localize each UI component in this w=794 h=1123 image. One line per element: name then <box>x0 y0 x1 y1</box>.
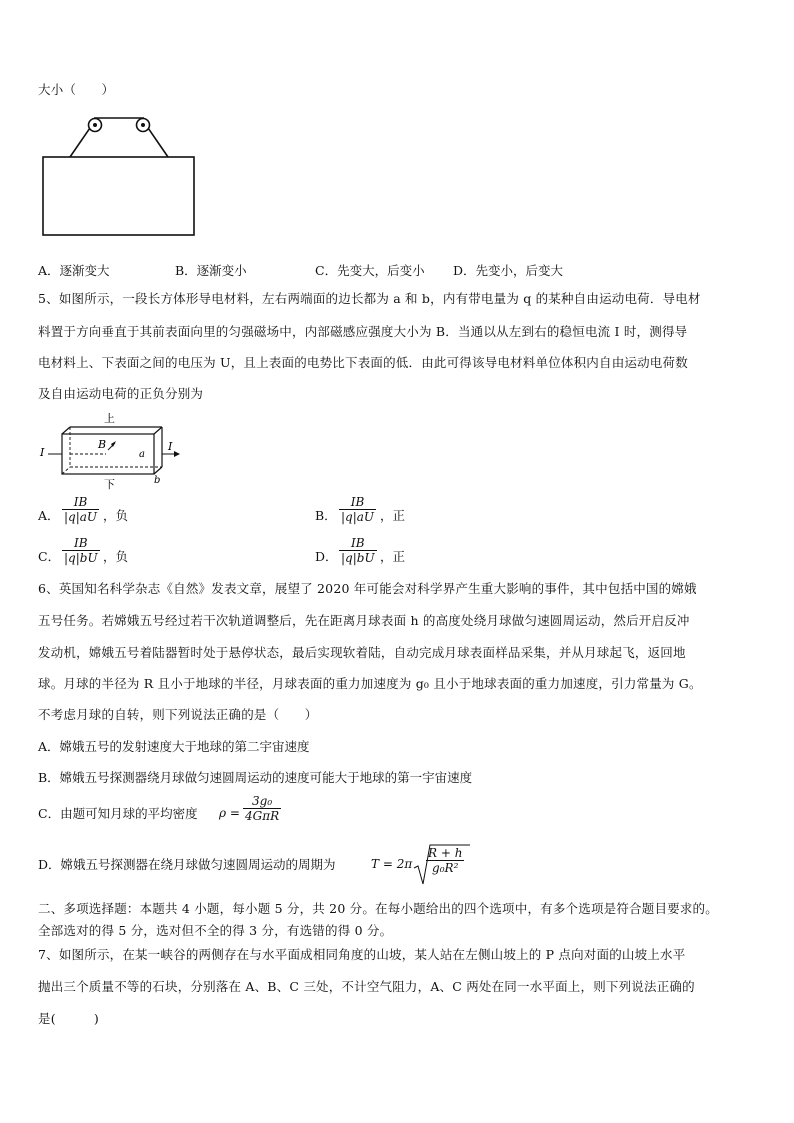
q6-option-d-den: g₀R² <box>426 860 464 875</box>
q5-fig-label-i-left: I <box>40 446 45 459</box>
q5-fig-label-b: b <box>154 475 161 486</box>
q5-option-c-num: IB <box>74 536 88 550</box>
q6-stem-line-1: 6、英国知名科学杂志《自然》发表文章，展望了 2020 年可能会对科学界产生重大影响的事件，其中包括中国的嫦娥 <box>38 581 697 596</box>
q7-stem-line-1: 7、如图所示，在某一峡谷的两侧存在与水平面成相同角度的山坡，某人站在左侧山坡上的 P 点向对面的山坡上水平 <box>38 947 686 962</box>
q5-stem-line-1: 5、如图所示，一段长方体形导电材料，左右两端面的边长都为 a 和 b，内有带电量为 q 的某种自由运动电荷．导电材 <box>38 291 701 306</box>
q5-option-a-fraction <box>62 495 99 524</box>
q5-fig-label-bottom: 下 <box>104 478 115 490</box>
q6-option-d-num: R + h <box>428 846 463 860</box>
q5-option-d-letter: D． <box>315 549 338 564</box>
q5-option-b-letter: B． <box>315 508 337 523</box>
q5-option-d-num: IB <box>351 536 365 550</box>
q5-option-a-num: IB <box>73 495 88 509</box>
q5-fig-label-a: a <box>139 449 145 460</box>
q5-option-a-letter: A． <box>38 508 60 523</box>
q6-option-c-fraction <box>243 794 281 823</box>
q6-option-d-text: D．嫦娥五号探测器在绕月球做匀速圆周运动的周期为 <box>38 857 336 872</box>
q5-fig-label-top: 上 <box>104 412 115 425</box>
q6-option-c-formula-lhs: ρ = <box>219 806 240 820</box>
q6-option-a: A．嫦娥五号的发射速度大于地球的第二宇宙速度 <box>38 739 310 754</box>
q6-stem-line-2: 五号任务。若嫦娥五号经过若干次轨道调整后，先在距离月球表面 h 的高度处绕月球做匀速圆周运动，然后开启反冲 <box>38 613 690 628</box>
q6-option-b: B．嫦娥五号探测器绕月球做匀速圆周运动的速度可能大于地球的第一宇宙速度 <box>38 770 473 785</box>
section2-heading-line-1: 二、多项选择题：本题共 4 小题，每小题 5 分，共 20 分。在每小题给出的四个选项中，有多个选项是符合题目要求的。 <box>38 901 718 916</box>
q7-stem-line-2: 抛出三个质量不等的石块，分别落在 A、B、C 三处，不计空气阻力，A、C 两处在同一水平面上，则下列说法正确的 <box>38 979 695 994</box>
q7-stem-line-3: 是( ) <box>38 1011 99 1026</box>
q5-fig-label-b-field: B <box>98 438 107 451</box>
q5-option-b-den: |q|aU <box>341 510 375 524</box>
q4-option-b: B．逐渐变小 <box>175 263 247 278</box>
q5-fig-label-i-right: I <box>168 440 173 453</box>
q5-option-c-den: |q|bU <box>64 551 98 565</box>
q6-option-c-num: 3g₀ <box>252 794 273 808</box>
q6-option-d-fraction <box>426 846 464 875</box>
q5-option-b-sign: ，正 <box>380 508 406 523</box>
section2-heading-line-2: 全部选对的得 5 分，选对但不全的得 3 分，有选错的得 0 分。 <box>38 923 393 938</box>
q6-stem-line-3: 发动机，嫦娥五号着陆器暂时处于悬停状态，最后实现软着陆，自动完成月球表面样品采集，并从月球起飞，返回地 <box>38 645 686 660</box>
q5-option-b-fraction <box>339 495 376 524</box>
q5-option-c-letter: C． <box>38 549 61 564</box>
q6-stem-line-5: 不考虑月球的自转，则下列说法正确的是（ ） <box>38 707 318 722</box>
q4-option-a: A．逐渐变大 <box>38 263 110 278</box>
q5-stem-line-2: 料置于方向垂直于其前表面向里的匀强磁场中，内部磁感应强度大小为 B．当通以从左到右的稳恒电流 I 时，测得导 <box>38 324 688 339</box>
q5-option-a-sign: ，负 <box>103 508 129 523</box>
q4-option-c: C．先变大，后变小 <box>315 263 425 278</box>
q5-option-d-sign: ，正 <box>380 549 406 564</box>
q4-tail-text: 大小（ ） <box>38 82 115 97</box>
q4-pulley-figure <box>40 112 200 238</box>
q5-option-c-sign: ，负 <box>103 549 129 564</box>
q6-stem-line-4: 球。月球的半径为 R 且小于地球的半径，月球表面的重力加速度为 g₀ 且小于地球表面的重力加速度，引力常量为 G。 <box>38 676 702 691</box>
q5-option-d-den: |q|bU <box>341 551 375 565</box>
q6-option-c-den: 4GπR <box>245 809 280 823</box>
q5-option-b-num: IB <box>350 495 365 509</box>
q5-option-a-den: |q|aU <box>64 510 98 524</box>
q5-option-c-fraction <box>62 536 100 565</box>
q5-stem-line-4: 及自由运动电荷的正负分别为 <box>38 386 204 401</box>
q5-option-d-fraction <box>339 536 377 565</box>
q4-option-d: D．先变小，后变大 <box>453 263 564 278</box>
q5-conductor-figure <box>36 410 186 490</box>
q6-option-d-formula-lhs: T = 2π <box>371 857 413 871</box>
q6-option-c-text: C．由题可知月球的平均密度 <box>38 806 198 821</box>
q5-stem-line-3: 电材料上、下表面之间的电压为 U，且上表面的电势比下表面的低．由此可得该导电材料单位体积内自由运动电荷数 <box>38 355 688 370</box>
